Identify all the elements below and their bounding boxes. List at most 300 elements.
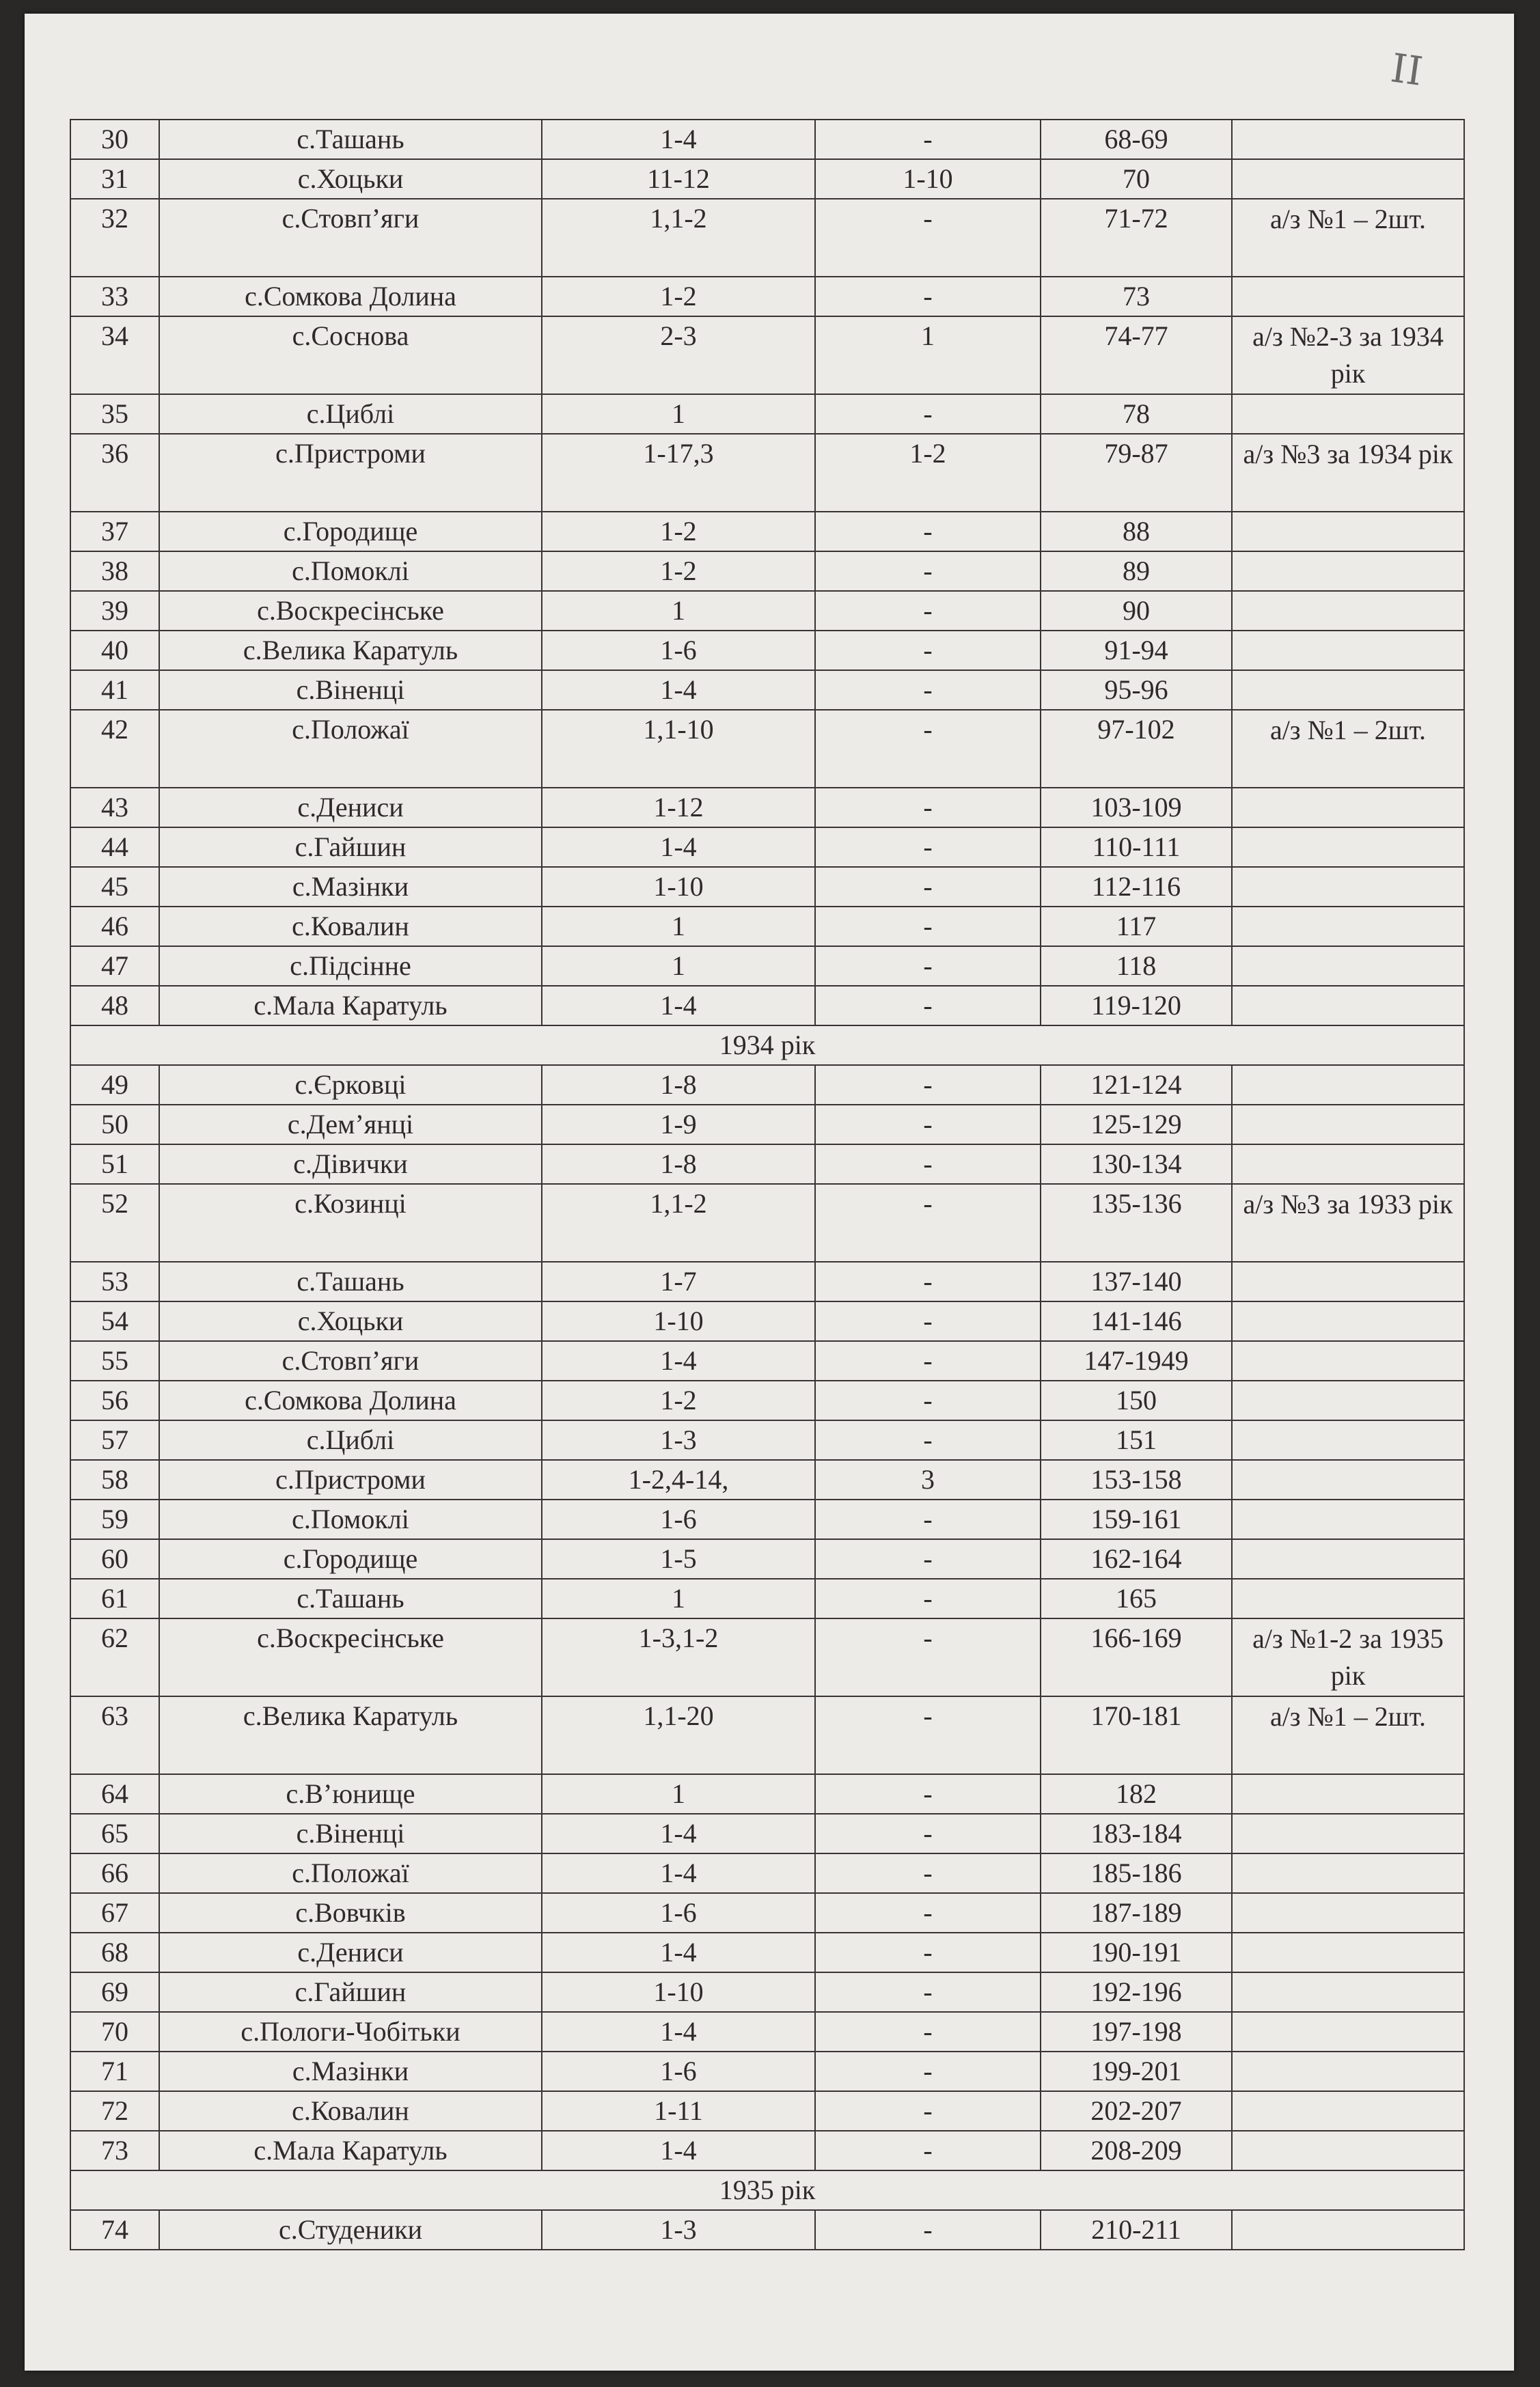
extra-range-cell: - bbox=[815, 1853, 1041, 1893]
row-number-cell: 65 bbox=[70, 1814, 159, 1853]
document-page bbox=[25, 14, 1514, 2371]
table-row bbox=[70, 1341, 1464, 1381]
extra-range-cell: - bbox=[815, 2052, 1041, 2091]
sheet-range-cell: 199-201 bbox=[1041, 2052, 1232, 2091]
village-cell: с.Ковалин bbox=[159, 2091, 542, 2131]
file-range-cell: 1 bbox=[542, 394, 815, 434]
note-cell bbox=[1232, 277, 1464, 316]
table-row bbox=[70, 394, 1464, 434]
row-number-cell: 34 bbox=[70, 316, 159, 394]
file-range-cell: 1-6 bbox=[542, 1500, 815, 1539]
row-number-cell: 69 bbox=[70, 1972, 159, 2012]
table-row bbox=[70, 1381, 1464, 1420]
village-cell: с.Ташань bbox=[159, 1579, 542, 1618]
row-number-cell: 35 bbox=[70, 394, 159, 434]
note-cell bbox=[1232, 986, 1464, 1025]
note-cell: а/з №3 за 1934 рік bbox=[1232, 434, 1464, 512]
sheet-range-cell: 153-158 bbox=[1041, 1460, 1232, 1500]
village-cell: с.Мала Каратуль bbox=[159, 986, 542, 1025]
file-range-cell: 1-2,4-14, bbox=[542, 1460, 815, 1500]
extra-range-cell: 1 bbox=[815, 316, 1041, 394]
note-cell bbox=[1232, 1893, 1464, 1933]
row-number-cell: 66 bbox=[70, 1853, 159, 1893]
extra-range-cell: - bbox=[815, 946, 1041, 986]
file-range-cell: 1 bbox=[542, 946, 815, 986]
village-cell: с.Сомкова Долина bbox=[159, 277, 542, 316]
village-cell: с.Положаї bbox=[159, 710, 542, 788]
sheet-range-cell: 151 bbox=[1041, 1420, 1232, 1460]
note-cell bbox=[1232, 120, 1464, 159]
row-number-cell: 68 bbox=[70, 1933, 159, 1972]
note-cell bbox=[1232, 1420, 1464, 1460]
extra-range-cell: - bbox=[815, 631, 1041, 670]
village-cell: с.Велика Каратуль bbox=[159, 1696, 542, 1774]
row-number-cell: 44 bbox=[70, 827, 159, 867]
row-number-cell: 59 bbox=[70, 1500, 159, 1539]
sheet-range-cell: 74-77 bbox=[1041, 316, 1232, 394]
sheet-range-cell: 150 bbox=[1041, 1381, 1232, 1420]
note-cell: а/з №1 – 2шт. bbox=[1232, 710, 1464, 788]
village-cell: с.Мазінки bbox=[159, 867, 542, 907]
row-number-cell: 31 bbox=[70, 159, 159, 199]
sheet-range-cell: 197-198 bbox=[1041, 2012, 1232, 2052]
table-row bbox=[70, 2091, 1464, 2131]
row-number-cell: 61 bbox=[70, 1579, 159, 1618]
table-row bbox=[70, 512, 1464, 551]
file-range-cell: 1-2 bbox=[542, 512, 815, 551]
year-divider-row bbox=[70, 2170, 1464, 2210]
row-number-cell: 30 bbox=[70, 120, 159, 159]
row-number-cell: 73 bbox=[70, 2131, 159, 2170]
extra-range-cell: - bbox=[815, 394, 1041, 434]
row-number-cell: 48 bbox=[70, 986, 159, 1025]
table-row bbox=[70, 867, 1464, 907]
year-label: 1935 рік bbox=[70, 2170, 1464, 2210]
sheet-range-cell: 210-211 bbox=[1041, 2210, 1232, 2250]
extra-range-cell: - bbox=[815, 1893, 1041, 1933]
row-number-cell: 37 bbox=[70, 512, 159, 551]
row-number-cell: 67 bbox=[70, 1893, 159, 1933]
sheet-range-cell: 187-189 bbox=[1041, 1893, 1232, 1933]
table-row bbox=[70, 1539, 1464, 1579]
extra-range-cell: - bbox=[815, 1618, 1041, 1696]
file-range-cell: 1-9 bbox=[542, 1105, 815, 1144]
village-cell: с.Сомкова Долина bbox=[159, 1381, 542, 1420]
note-cell: а/з №1 – 2шт. bbox=[1232, 1696, 1464, 1774]
note-cell bbox=[1232, 670, 1464, 710]
sheet-range-cell: 110-111 bbox=[1041, 827, 1232, 867]
note-cell bbox=[1232, 159, 1464, 199]
file-range-cell: 1 bbox=[542, 907, 815, 946]
note-cell bbox=[1232, 1539, 1464, 1579]
sheet-range-cell: 97-102 bbox=[1041, 710, 1232, 788]
note-cell bbox=[1232, 946, 1464, 986]
sheet-range-cell: 182 bbox=[1041, 1774, 1232, 1814]
table-row bbox=[70, 1262, 1464, 1301]
note-cell bbox=[1232, 1262, 1464, 1301]
sheet-range-cell: 88 bbox=[1041, 512, 1232, 551]
table-row bbox=[70, 2210, 1464, 2250]
table-row bbox=[70, 827, 1464, 867]
village-cell: с.Студеники bbox=[159, 2210, 542, 2250]
extra-range-cell: - bbox=[815, 1814, 1041, 1853]
file-range-cell: 1-3 bbox=[542, 1420, 815, 1460]
note-cell bbox=[1232, 394, 1464, 434]
village-cell: с.Хоцьки bbox=[159, 159, 542, 199]
note-cell bbox=[1232, 788, 1464, 827]
table-row bbox=[70, 159, 1464, 199]
extra-range-cell: 3 bbox=[815, 1460, 1041, 1500]
village-cell: с.Стовп’яги bbox=[159, 199, 542, 277]
extra-range-cell: - bbox=[815, 2091, 1041, 2131]
row-number-cell: 32 bbox=[70, 199, 159, 277]
village-cell: с.Дівички bbox=[159, 1144, 542, 1184]
sheet-range-cell: 78 bbox=[1041, 394, 1232, 434]
village-cell: с.Циблі bbox=[159, 394, 542, 434]
note-cell bbox=[1232, 907, 1464, 946]
row-number-cell: 49 bbox=[70, 1065, 159, 1105]
extra-range-cell: - bbox=[815, 1420, 1041, 1460]
row-number-cell: 42 bbox=[70, 710, 159, 788]
row-number-cell: 45 bbox=[70, 867, 159, 907]
sheet-range-cell: 185-186 bbox=[1041, 1853, 1232, 1893]
extra-range-cell: - bbox=[815, 1341, 1041, 1381]
file-range-cell: 1-4 bbox=[542, 1933, 815, 1972]
table-row bbox=[70, 2012, 1464, 2052]
file-range-cell: 1-2 bbox=[542, 277, 815, 316]
note-cell bbox=[1232, 1381, 1464, 1420]
extra-range-cell: 1-2 bbox=[815, 434, 1041, 512]
note-cell bbox=[1232, 2210, 1464, 2250]
table-row bbox=[70, 1933, 1464, 1972]
file-range-cell: 1-2 bbox=[542, 551, 815, 591]
extra-range-cell: 1-10 bbox=[815, 159, 1041, 199]
file-range-cell: 1-4 bbox=[542, 670, 815, 710]
village-cell: с.Дем’янці bbox=[159, 1105, 542, 1144]
village-cell: с.Пристроми bbox=[159, 434, 542, 512]
table-row bbox=[70, 1301, 1464, 1341]
note-cell bbox=[1232, 1500, 1464, 1539]
sheet-range-cell: 130-134 bbox=[1041, 1144, 1232, 1184]
sheet-range-cell: 159-161 bbox=[1041, 1500, 1232, 1539]
extra-range-cell: - bbox=[815, 788, 1041, 827]
extra-range-cell: - bbox=[815, 867, 1041, 907]
file-range-cell: 1,1-2 bbox=[542, 199, 815, 277]
table-row bbox=[70, 1144, 1464, 1184]
note-cell bbox=[1232, 551, 1464, 591]
village-cell: с.Хоцьки bbox=[159, 1301, 542, 1341]
village-cell: с.Вовчків bbox=[159, 1893, 542, 1933]
file-range-cell: 1-4 bbox=[542, 120, 815, 159]
row-number-cell: 50 bbox=[70, 1105, 159, 1144]
note-cell bbox=[1232, 1774, 1464, 1814]
table-row bbox=[70, 1184, 1464, 1262]
page-mark: ІІ bbox=[1388, 44, 1426, 95]
row-number-cell: 41 bbox=[70, 670, 159, 710]
file-range-cell: 1-17,3 bbox=[542, 434, 815, 512]
village-cell: с.Соснова bbox=[159, 316, 542, 394]
file-range-cell: 1-4 bbox=[542, 1341, 815, 1381]
row-number-cell: 70 bbox=[70, 2012, 159, 2052]
file-range-cell: 1-10 bbox=[542, 1972, 815, 2012]
sheet-range-cell: 147-1949 bbox=[1041, 1341, 1232, 1381]
file-range-cell: 1-6 bbox=[542, 631, 815, 670]
table-row bbox=[70, 1853, 1464, 1893]
sheet-range-cell: 170-181 bbox=[1041, 1696, 1232, 1774]
file-range-cell: 1-4 bbox=[542, 986, 815, 1025]
extra-range-cell: - bbox=[815, 1972, 1041, 2012]
village-cell: с.Мала Каратуль bbox=[159, 2131, 542, 2170]
table-row bbox=[70, 1972, 1464, 2012]
row-number-cell: 63 bbox=[70, 1696, 159, 1774]
note-cell bbox=[1232, 2131, 1464, 2170]
row-number-cell: 55 bbox=[70, 1341, 159, 1381]
village-cell: с.Ташань bbox=[159, 120, 542, 159]
extra-range-cell: - bbox=[815, 1144, 1041, 1184]
row-number-cell: 57 bbox=[70, 1420, 159, 1460]
sheet-range-cell: 202-207 bbox=[1041, 2091, 1232, 2131]
extra-range-cell: - bbox=[815, 1539, 1041, 1579]
file-range-cell: 1 bbox=[542, 591, 815, 631]
table-row bbox=[70, 986, 1464, 1025]
note-cell bbox=[1232, 867, 1464, 907]
row-number-cell: 33 bbox=[70, 277, 159, 316]
note-cell bbox=[1232, 1972, 1464, 2012]
table-row bbox=[70, 551, 1464, 591]
note-cell: а/з №1-2 за 1935 рік bbox=[1232, 1618, 1464, 1696]
extra-range-cell: - bbox=[815, 1184, 1041, 1262]
village-cell: с.Мазінки bbox=[159, 2052, 542, 2091]
village-cell: с.Ковалин bbox=[159, 907, 542, 946]
file-range-cell: 1-3 bbox=[542, 2210, 815, 2250]
file-range-cell: 1-5 bbox=[542, 1539, 815, 1579]
note-cell bbox=[1232, 1144, 1464, 1184]
row-number-cell: 38 bbox=[70, 551, 159, 591]
sheet-range-cell: 121-124 bbox=[1041, 1065, 1232, 1105]
note-cell bbox=[1232, 1933, 1464, 1972]
table-row bbox=[70, 1500, 1464, 1539]
file-range-cell: 1 bbox=[542, 1774, 815, 1814]
sheet-range-cell: 119-120 bbox=[1041, 986, 1232, 1025]
extra-range-cell: - bbox=[815, 2012, 1041, 2052]
table-row bbox=[70, 1774, 1464, 1814]
file-range-cell: 1 bbox=[542, 1579, 815, 1618]
extra-range-cell: - bbox=[815, 512, 1041, 551]
row-number-cell: 74 bbox=[70, 2210, 159, 2250]
village-cell: с.Підсінне bbox=[159, 946, 542, 986]
sheet-range-cell: 95-96 bbox=[1041, 670, 1232, 710]
sheet-range-cell: 141-146 bbox=[1041, 1301, 1232, 1341]
extra-range-cell: - bbox=[815, 1381, 1041, 1420]
row-number-cell: 47 bbox=[70, 946, 159, 986]
row-number-cell: 53 bbox=[70, 1262, 159, 1301]
note-cell: а/з №2-3 за 1934 рік bbox=[1232, 316, 1464, 394]
village-cell: с.Воскресінське bbox=[159, 591, 542, 631]
note-cell bbox=[1232, 512, 1464, 551]
village-cell: с.Велика Каратуль bbox=[159, 631, 542, 670]
year-divider-row bbox=[70, 1025, 1464, 1065]
sheet-range-cell: 118 bbox=[1041, 946, 1232, 986]
table-row bbox=[70, 907, 1464, 946]
file-range-cell: 1-6 bbox=[542, 2052, 815, 2091]
file-range-cell: 1-12 bbox=[542, 788, 815, 827]
table-row bbox=[70, 1105, 1464, 1144]
sheet-range-cell: 70 bbox=[1041, 159, 1232, 199]
table-row bbox=[70, 788, 1464, 827]
file-range-cell: 1-4 bbox=[542, 827, 815, 867]
village-cell: с.Дениси bbox=[159, 788, 542, 827]
row-number-cell: 46 bbox=[70, 907, 159, 946]
village-cell: с.Гайшин bbox=[159, 1972, 542, 2012]
file-range-cell: 1,1-10 bbox=[542, 710, 815, 788]
extra-range-cell: - bbox=[815, 710, 1041, 788]
note-cell: а/з №3 за 1933 рік bbox=[1232, 1184, 1464, 1262]
table-row bbox=[70, 120, 1464, 159]
note-cell bbox=[1232, 631, 1464, 670]
row-number-cell: 51 bbox=[70, 1144, 159, 1184]
extra-range-cell: - bbox=[815, 1262, 1041, 1301]
table-row bbox=[70, 277, 1464, 316]
sheet-range-cell: 117 bbox=[1041, 907, 1232, 946]
village-cell: с.Пристроми bbox=[159, 1460, 542, 1500]
note-cell bbox=[1232, 1105, 1464, 1144]
sheet-range-cell: 71-72 bbox=[1041, 199, 1232, 277]
village-cell: с.Козинці bbox=[159, 1184, 542, 1262]
file-range-cell: 1-6 bbox=[542, 1893, 815, 1933]
file-range-cell: 1-8 bbox=[542, 1065, 815, 1105]
table-row bbox=[70, 2131, 1464, 2170]
file-range-cell: 1-4 bbox=[542, 1814, 815, 1853]
row-number-cell: 40 bbox=[70, 631, 159, 670]
extra-range-cell: - bbox=[815, 1105, 1041, 1144]
sheet-range-cell: 68-69 bbox=[1041, 120, 1232, 159]
file-range-cell: 2-3 bbox=[542, 316, 815, 394]
village-cell: с.Ташань bbox=[159, 1262, 542, 1301]
extra-range-cell: - bbox=[815, 1301, 1041, 1341]
table-row bbox=[70, 670, 1464, 710]
extra-range-cell: - bbox=[815, 827, 1041, 867]
table-row bbox=[70, 316, 1464, 394]
row-number-cell: 60 bbox=[70, 1539, 159, 1579]
sheet-range-cell: 137-140 bbox=[1041, 1262, 1232, 1301]
village-cell: с.В’юнище bbox=[159, 1774, 542, 1814]
file-range-cell: 1,1-20 bbox=[542, 1696, 815, 1774]
extra-range-cell: - bbox=[815, 986, 1041, 1025]
village-cell: с.Віненці bbox=[159, 670, 542, 710]
table-row bbox=[70, 631, 1464, 670]
extra-range-cell: - bbox=[815, 1696, 1041, 1774]
sheet-range-cell: 112-116 bbox=[1041, 867, 1232, 907]
table-row bbox=[70, 946, 1464, 986]
row-number-cell: 58 bbox=[70, 1460, 159, 1500]
note-cell bbox=[1232, 1301, 1464, 1341]
note-cell bbox=[1232, 1341, 1464, 1381]
sheet-range-cell: 166-169 bbox=[1041, 1618, 1232, 1696]
village-cell: с.Стовп’яги bbox=[159, 1341, 542, 1381]
note-cell bbox=[1232, 1853, 1464, 1893]
row-number-cell: 43 bbox=[70, 788, 159, 827]
sheet-range-cell: 135-136 bbox=[1041, 1184, 1232, 1262]
file-range-cell: 1,1-2 bbox=[542, 1184, 815, 1262]
sheet-range-cell: 190-191 bbox=[1041, 1933, 1232, 1972]
table-row bbox=[70, 199, 1464, 277]
row-number-cell: 54 bbox=[70, 1301, 159, 1341]
table-row bbox=[70, 1814, 1464, 1853]
table-row bbox=[70, 1420, 1464, 1460]
sheet-range-cell: 73 bbox=[1041, 277, 1232, 316]
file-range-cell: 1-11 bbox=[542, 2091, 815, 2131]
extra-range-cell: - bbox=[815, 277, 1041, 316]
row-number-cell: 52 bbox=[70, 1184, 159, 1262]
file-range-cell: 1-4 bbox=[542, 2131, 815, 2170]
extra-range-cell: - bbox=[815, 2210, 1041, 2250]
sheet-range-cell: 208-209 bbox=[1041, 2131, 1232, 2170]
row-number-cell: 56 bbox=[70, 1381, 159, 1420]
note-cell bbox=[1232, 1814, 1464, 1853]
extra-range-cell: - bbox=[815, 551, 1041, 591]
row-number-cell: 71 bbox=[70, 2052, 159, 2091]
sheet-range-cell: 91-94 bbox=[1041, 631, 1232, 670]
extra-range-cell: - bbox=[815, 199, 1041, 277]
table-row bbox=[70, 1618, 1464, 1696]
sheet-range-cell: 165 bbox=[1041, 1579, 1232, 1618]
table-row bbox=[70, 1579, 1464, 1618]
note-cell bbox=[1232, 2012, 1464, 2052]
sheet-range-cell: 90 bbox=[1041, 591, 1232, 631]
village-cell: с.Віненці bbox=[159, 1814, 542, 1853]
extra-range-cell: - bbox=[815, 1500, 1041, 1539]
extra-range-cell: - bbox=[815, 670, 1041, 710]
village-cell: с.Циблі bbox=[159, 1420, 542, 1460]
village-cell: с.Дениси bbox=[159, 1933, 542, 1972]
note-cell: а/з №1 – 2шт. bbox=[1232, 199, 1464, 277]
note-cell bbox=[1232, 827, 1464, 867]
note-cell bbox=[1232, 1460, 1464, 1500]
note-cell bbox=[1232, 2091, 1464, 2131]
sheet-range-cell: 79-87 bbox=[1041, 434, 1232, 512]
village-cell: с.Єрковці bbox=[159, 1065, 542, 1105]
ledger-body bbox=[70, 120, 1464, 2250]
row-number-cell: 39 bbox=[70, 591, 159, 631]
table-row bbox=[70, 2052, 1464, 2091]
file-range-cell: 1-4 bbox=[542, 1853, 815, 1893]
table-row bbox=[70, 591, 1464, 631]
village-cell: с.Воскресінське bbox=[159, 1618, 542, 1696]
note-cell bbox=[1232, 2052, 1464, 2091]
file-range-cell: 1-10 bbox=[542, 867, 815, 907]
sheet-range-cell: 125-129 bbox=[1041, 1105, 1232, 1144]
file-range-cell: 1-4 bbox=[542, 2012, 815, 2052]
year-label: 1934 рік bbox=[70, 1025, 1464, 1065]
extra-range-cell: - bbox=[815, 1579, 1041, 1618]
village-cell: с.Гайшин bbox=[159, 827, 542, 867]
file-range-cell: 1-2 bbox=[542, 1381, 815, 1420]
row-number-cell: 62 bbox=[70, 1618, 159, 1696]
village-cell: с.Пологи-Чобітьки bbox=[159, 2012, 542, 2052]
extra-range-cell: - bbox=[815, 1933, 1041, 1972]
extra-range-cell: - bbox=[815, 2131, 1041, 2170]
village-cell: с.Городище bbox=[159, 512, 542, 551]
note-cell bbox=[1232, 1065, 1464, 1105]
row-number-cell: 72 bbox=[70, 2091, 159, 2131]
village-cell: с.Городище bbox=[159, 1539, 542, 1579]
table-row bbox=[70, 434, 1464, 512]
note-cell bbox=[1232, 591, 1464, 631]
table-row bbox=[70, 1893, 1464, 1933]
extra-range-cell: - bbox=[815, 120, 1041, 159]
table-row bbox=[70, 1696, 1464, 1774]
sheet-range-cell: 162-164 bbox=[1041, 1539, 1232, 1579]
